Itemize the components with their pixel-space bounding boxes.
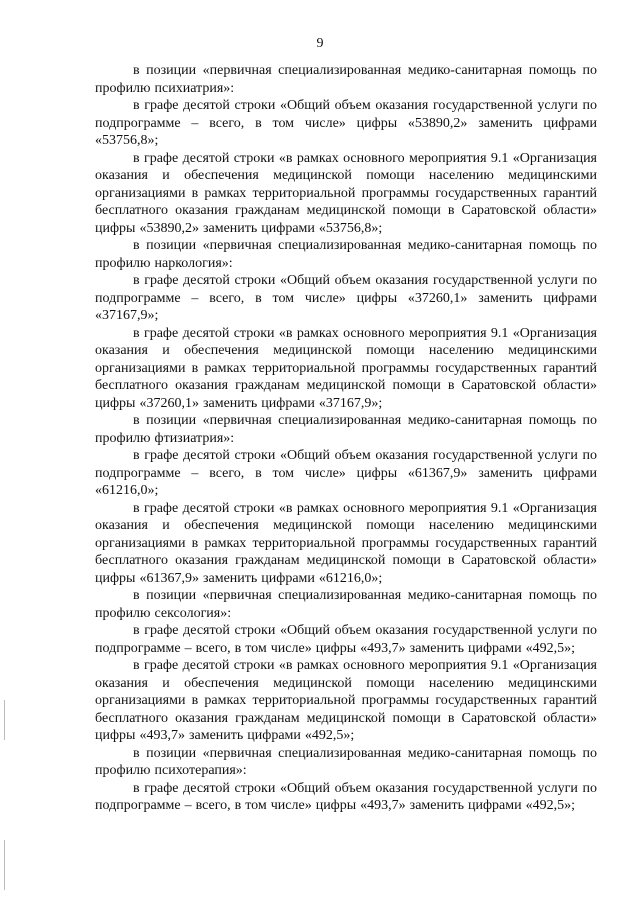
amendment-measure: в графе десятой строки «в рамках основного мероприятия 9.1 «Организация оказания и обеспечения медицинской помощи населению медицинскими организациями в рамках территориальной программы государственных гарантий бесплатного оказания гражданам медицинской помощи в Саратовской области» цифры «53890,2» заменить цифрами «53756,8»; <box>95 150 597 236</box>
position-heading: в позиции «первичная специализированная медико-санитарная помощь по профилю фтизиатрия»: <box>95 413 597 446</box>
position-heading: в позиции «первичная специализированная медико-санитарная помощь по профилю сексология»: <box>95 588 597 621</box>
amendment-measure: в графе десятой строки «в рамках основного мероприятия 9.1 «Организация оказания и обеспечения медицинской помощи населению медицинскими организациями в рамках территориальной программы государственных гарантий бесплатного оказания гражданам медицинской помощи в Саратовской области» цифры «37260,1» заменить цифрами «37167,9»; <box>95 325 597 411</box>
position-heading: в позиции «первичная специализированная медико-санитарная помощь по профилю психотерапия»: <box>95 745 597 778</box>
amendment-total: в графе десятой строки «Общий объем оказания государственной услуги по подпрограмме – всего, в том числе» цифры «37260,1» заменить цифрами «37167,9»; <box>95 273 597 323</box>
position-heading: в позиции «первичная специализированная медико-санитарная помощь по профилю психиатрия»: <box>95 63 597 96</box>
amendment-total: в графе десятой строки «Общий объем оказания государственной услуги по подпрограмме – всего, в том числе» цифры «53890,2» заменить цифрами «53756,8»; <box>95 98 597 148</box>
document-body <box>95 62 597 815</box>
scan-margin-mark <box>4 840 5 890</box>
scan-margin-mark <box>4 700 5 740</box>
amendment-measure: в графе десятой строки «в рамках основного мероприятия 9.1 «Организация оказания и обеспечения медицинской помощи населению медицинскими организациями в рамках территориальной программы государственных гарантий бесплатного оказания гражданам медицинской помощи в Саратовской области» цифры «493,7» заменить цифрами «492,5»; <box>95 658 597 743</box>
amendment-measure: в графе десятой строки «в рамках основного мероприятия 9.1 «Организация оказания и обеспечения медицинской помощи населению медицинскими организациями в рамках территориальной программы государственных гарантий бесплатного оказания гражданам медицинской помощи в Саратовской области» цифры «61367,9» заменить цифрами «61216,0»; <box>95 500 597 586</box>
amendment-total: в графе десятой строки «Общий объем оказания государственной услуги по подпрограмме – всего, в том числе» цифры «61367,9» заменить цифрами «61216,0»; <box>95 448 597 498</box>
position-heading: в позиции «первичная специализированная медико-санитарная помощь по профилю наркология»: <box>95 238 597 271</box>
amendment-total: в графе десятой строки «Общий объем оказания государственной услуги по подпрограмме – всего, в том числе» цифры «493,7» заменить цифрами «492,5»; <box>95 780 597 813</box>
amendment-total: в графе десятой строки «Общий объем оказания государственной услуги по подпрограмме – всего, в том числе» цифры «493,7» заменить цифрами «492,5»; <box>95 623 597 656</box>
page-number: 9 <box>316 36 324 51</box>
